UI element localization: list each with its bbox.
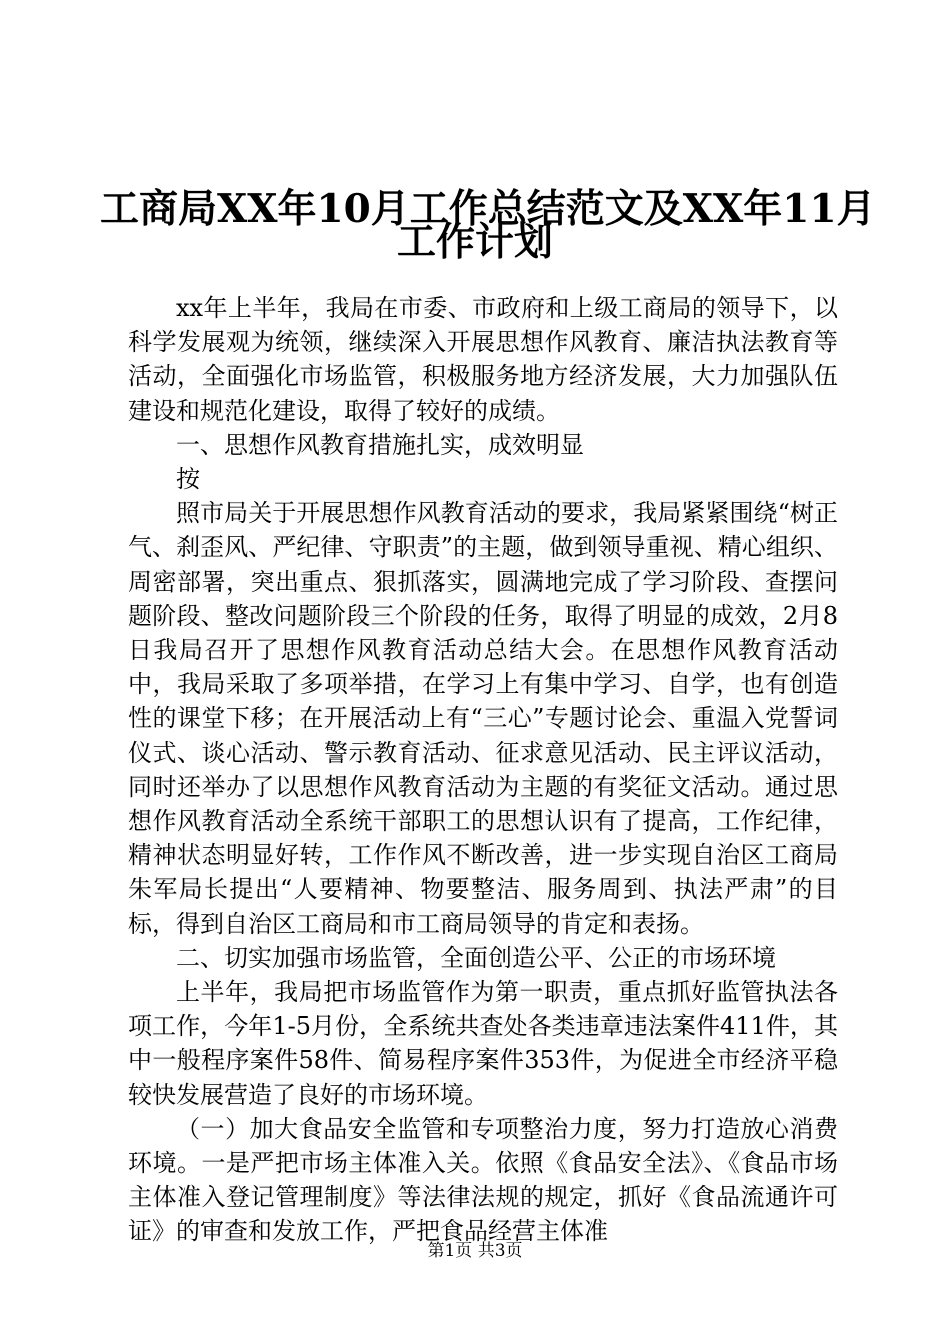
document-title-line-1: 工商局XX年10月工作总结范文及XX年11月 (100, 186, 876, 232)
paragraph-section-2: 上半年，我局把市场监管作为第一职责，重点抓好监管执法各项工作，今年1-5月份，全系统共查处各类违章违法案件411件，其中一般程序案件58件、简易程序案件353件，为促进全市经济平稳较快发展营造了良好的市场环境。 (128, 978, 838, 1109)
document-title-line-2: 工作计划 (396, 219, 553, 265)
paragraph-fragment: 按 (176, 465, 200, 494)
section-heading-1: 一、思想作风教育措施扎实，成效明显 (176, 430, 584, 459)
paragraph-section-1: 照市局关于开展思想作风教育活动的要求，我局紧紧围绕“树正气、刹歪风、严纪律、守职责”的主题，做到领导重视、精心组织、周密部署，突出重点、狠抓落实，圆满地完成了学习阶段、查摆问题阶段、整改问题阶段三个阶段的任务，取得了明显的成效，2月8日我局召开了思想作风教育活动总结大会。在思想作风教育活动中，我局采取了多项举措，在学习上有集中学习、自学，也有创造性的课堂下移；在开展活动上有“三心”专题讨论会、重温入党誓词仪式、谈心活动、警示教育活动、征求意见活动、民主评议活动，同时还举办了以思想作风教育活动为主题的有奖征文活动。通过思想作风教育活动全系统干部职工的思想认识有了提高，工作纪律，精神状态明显好转，工作作风不断改善，进一步实现自治区工商局朱军局长提出“人要精神、物要整洁、服务周到、执法严肃”的目标，得到自治区工商局和市工商局领导的肯定和表扬。 (128, 499, 838, 938)
page-number-footer: 第1页 共3页 (427, 1241, 523, 1261)
paragraph-intro: xx年上半年，我局在市委、市政府和上级工商局的领导下，以科学发展观为统领，继续深入开展思想作风教育、廉洁执法教育等活动，全面强化市场监管，积极服务地方经济发展，大力加强队伍建设和规范化建设，取得了较好的成绩。 (128, 294, 838, 425)
paragraph-subsection-1: （一）加大食品安全监管和专项整治力度，努力打造放心消费环境。一是严把市场主体准入关。依照《食品安全法》、《食品市场主体准入登记管理制度》等法律法规的规定，抓好《食品流通许可证》的审查和发放工作，严把食品经营主体准 (128, 1114, 838, 1246)
section-heading-2: 二、切实加强市场监管，全面创造公平、公正的市场环境 (176, 943, 776, 972)
document-body (128, 291, 838, 1249)
